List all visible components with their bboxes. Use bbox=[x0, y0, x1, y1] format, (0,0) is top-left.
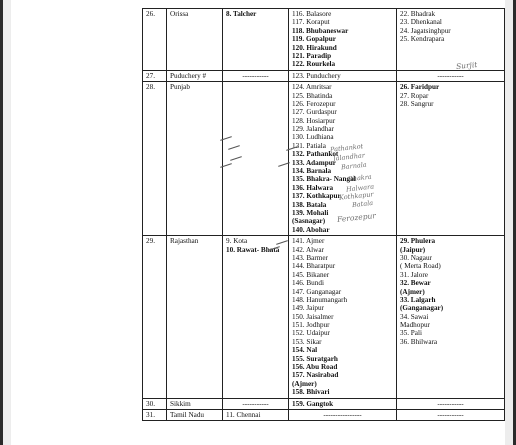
list-item: 127. Gurdaspur bbox=[292, 108, 337, 117]
table-row bbox=[143, 236, 505, 398]
handwritten-note: Pathankot bbox=[329, 142, 364, 154]
table-row bbox=[143, 398, 505, 409]
list-item: 156. Abu Road bbox=[292, 363, 338, 372]
table-row bbox=[143, 82, 505, 236]
list-item: 135. Bhakra- Nangal bbox=[292, 175, 356, 184]
ls-stations-list bbox=[226, 72, 285, 80]
ls-stations bbox=[223, 70, 289, 81]
list-item: 125. Bhatinda bbox=[292, 91, 333, 100]
ls-stations bbox=[223, 398, 289, 409]
list-item: 157. Nasirabad bbox=[292, 371, 339, 380]
state-name: Puduchery # bbox=[167, 70, 223, 81]
list-item: 117. Koraput bbox=[292, 18, 330, 27]
list-item: 148. Hanumangarh bbox=[292, 295, 348, 304]
table-row bbox=[143, 70, 505, 81]
stations-list-2 bbox=[397, 70, 505, 81]
stations-list-list bbox=[292, 411, 393, 419]
list-item: 155. Suratgarh bbox=[292, 354, 338, 363]
stations-list-2-list bbox=[400, 83, 501, 108]
list-item: 152. Udaipur bbox=[292, 329, 330, 338]
list-item: 142. Alwar bbox=[292, 245, 324, 254]
list-item: 30. Nagaur bbox=[400, 253, 432, 262]
list-item: 123. Punduchery bbox=[292, 71, 341, 80]
list-item: 24. Jagatsinghpur bbox=[400, 26, 451, 35]
list-item: (Ganganagar) bbox=[400, 304, 444, 313]
states-table-body bbox=[143, 9, 505, 421]
list-item: 139. Mohali bbox=[292, 209, 329, 217]
list-item: 116. Balasore bbox=[292, 10, 332, 18]
list-item: 150. Jaisalmer bbox=[292, 312, 334, 321]
list-item: 131. Patiala bbox=[292, 141, 326, 150]
list-item: 134. Barnala bbox=[292, 167, 332, 176]
list-item: 31. Jalore bbox=[400, 270, 428, 279]
handwritten-note: Bhakra bbox=[347, 172, 373, 184]
list-item: ( Merta Road) bbox=[400, 262, 441, 271]
ls-stations-list bbox=[226, 10, 285, 18]
stations-list-list bbox=[292, 400, 393, 408]
list-item: 145. Bikaner bbox=[292, 270, 330, 279]
list-item: 11. Chennai bbox=[226, 411, 261, 419]
stations-list bbox=[289, 9, 397, 71]
scan-margin-left bbox=[3, 0, 11, 445]
list-item: 119. Gopalpur bbox=[292, 35, 336, 44]
stations-list-2 bbox=[397, 236, 505, 398]
stations-list bbox=[289, 398, 397, 409]
list-item: ----------- bbox=[437, 71, 464, 80]
list-item: 140. Abohar bbox=[292, 225, 330, 234]
list-item: (Jaipur) bbox=[400, 245, 426, 254]
list-item: 136. Halwara bbox=[292, 183, 334, 192]
stations-list bbox=[289, 410, 397, 421]
list-item: 29. Phulera bbox=[400, 237, 436, 246]
ls-stations-list bbox=[226, 411, 285, 419]
stations-list-2 bbox=[397, 398, 505, 409]
handwritten-note: Ferozepur bbox=[336, 210, 377, 225]
list-item: 23. Dhenkanal bbox=[400, 18, 442, 27]
list-item: Madhopur bbox=[400, 321, 430, 330]
list-item: 149. Jaipur bbox=[292, 304, 324, 313]
list-item: 143. Barmer bbox=[292, 253, 328, 262]
list-item: 151. Jodhpur bbox=[292, 321, 330, 330]
row-number: 30. bbox=[143, 398, 167, 409]
handwritten-signature: Surjit bbox=[455, 59, 478, 72]
list-item: 158. Bhivari bbox=[292, 388, 330, 397]
handwritten-note: Halwara bbox=[345, 182, 375, 194]
list-item: 137. Kothkapur bbox=[292, 192, 341, 201]
state-name: Rajasthan bbox=[167, 236, 223, 398]
list-item: 154. Nal bbox=[292, 346, 318, 355]
list-item: 124. Amritsar bbox=[292, 83, 332, 92]
list-item: 35. Pali bbox=[400, 329, 422, 338]
list-item: 8. Talcher bbox=[226, 10, 257, 18]
list-item: 147. Ganganagar bbox=[292, 287, 342, 296]
list-item: 122. Rourkela bbox=[292, 60, 336, 69]
handwritten-note: Kothkapur bbox=[338, 190, 374, 202]
state-name: Sikkim bbox=[167, 398, 223, 409]
stations-list bbox=[289, 236, 397, 398]
list-item: 141. Ajmer bbox=[292, 237, 325, 246]
list-item: 33. Lalgarh bbox=[400, 295, 436, 304]
list-item: 34. Sawai bbox=[400, 312, 429, 321]
handwritten-note: Jalandhar bbox=[332, 151, 366, 163]
list-item: (Ajmer) bbox=[400, 287, 425, 296]
stations-list bbox=[289, 70, 397, 81]
list-item: 126. Ferozepur bbox=[292, 99, 336, 108]
row-number: 28. bbox=[143, 82, 167, 236]
list-item: 120. Hirakund bbox=[292, 43, 337, 52]
row-number: 29. bbox=[143, 236, 167, 398]
table-row bbox=[143, 410, 505, 421]
list-item: ----------- bbox=[242, 399, 269, 408]
stations-list-2-list bbox=[400, 72, 501, 80]
list-item: 128. Hosiarpur bbox=[292, 116, 336, 125]
list-item: 153. Sikar bbox=[292, 337, 322, 346]
list-item: 144. Bharatpur bbox=[292, 262, 336, 271]
ls-stations bbox=[223, 236, 289, 398]
table-row bbox=[143, 9, 505, 71]
stations-list-2-list bbox=[400, 400, 501, 408]
stations-list-2-list bbox=[400, 237, 501, 346]
stations-list-2-list bbox=[400, 411, 501, 419]
scan-margin-right bbox=[505, 0, 513, 445]
list-item: 25. Kendrapara bbox=[400, 35, 445, 44]
states-table bbox=[142, 8, 505, 421]
list-item: 9. Kota bbox=[226, 237, 248, 246]
list-item: ---------------- bbox=[323, 411, 362, 419]
list-item: 146. Bundi bbox=[292, 279, 324, 288]
row-number: 31. bbox=[143, 410, 167, 421]
stations-list-2 bbox=[397, 410, 505, 421]
ls-stations bbox=[223, 410, 289, 421]
ls-stations-list bbox=[226, 400, 285, 408]
list-item: 130. Ludhiana bbox=[292, 133, 334, 142]
list-item: 132. Pathankot bbox=[292, 150, 339, 159]
stations-list-list bbox=[292, 72, 393, 80]
state-name: Tamil Nadu bbox=[167, 410, 223, 421]
list-item: 133. Adampur bbox=[292, 158, 336, 167]
list-item: 27. Ropar bbox=[400, 91, 429, 100]
list-item: 26. Faridpur bbox=[400, 83, 440, 92]
list-item: (Sasnagar) bbox=[292, 217, 326, 226]
list-item: 10. Rawat- Bhata bbox=[226, 245, 280, 254]
stations-list-2-list bbox=[400, 10, 501, 44]
list-item: ----------- bbox=[437, 399, 464, 408]
list-item: 22. Bhadrak bbox=[400, 10, 436, 18]
list-item: ----------- bbox=[437, 411, 464, 419]
list-item: 138. Batala bbox=[292, 200, 327, 209]
list-item: 28. Sangrur bbox=[400, 99, 434, 108]
row-number: 26. bbox=[143, 9, 167, 71]
handwritten-note: Barnala bbox=[340, 160, 368, 172]
stations-list-2 bbox=[397, 82, 505, 236]
list-item: 121. Paradip bbox=[292, 51, 332, 60]
list-item: ----------- bbox=[242, 71, 269, 80]
list-item: 159. Gangtok bbox=[292, 399, 334, 408]
stations-list-2 bbox=[397, 9, 505, 71]
state-name: Orissa bbox=[167, 9, 223, 71]
list-item: (Ajmer) bbox=[292, 379, 317, 388]
state-name: Punjab bbox=[167, 82, 223, 236]
list-item: 129. Jalandhar bbox=[292, 125, 334, 134]
ls-stations bbox=[223, 9, 289, 71]
list-item: 36. Bhilwara bbox=[400, 337, 438, 346]
row-number: 27. bbox=[143, 70, 167, 81]
list-item: 32. Bewar bbox=[400, 279, 431, 288]
stations-list-list bbox=[292, 237, 393, 396]
ls-stations-list bbox=[226, 237, 285, 254]
list-item: 118. Bhubaneswar bbox=[292, 26, 349, 35]
handwritten-note: Batala bbox=[351, 198, 374, 210]
stations-list-list bbox=[292, 10, 393, 69]
